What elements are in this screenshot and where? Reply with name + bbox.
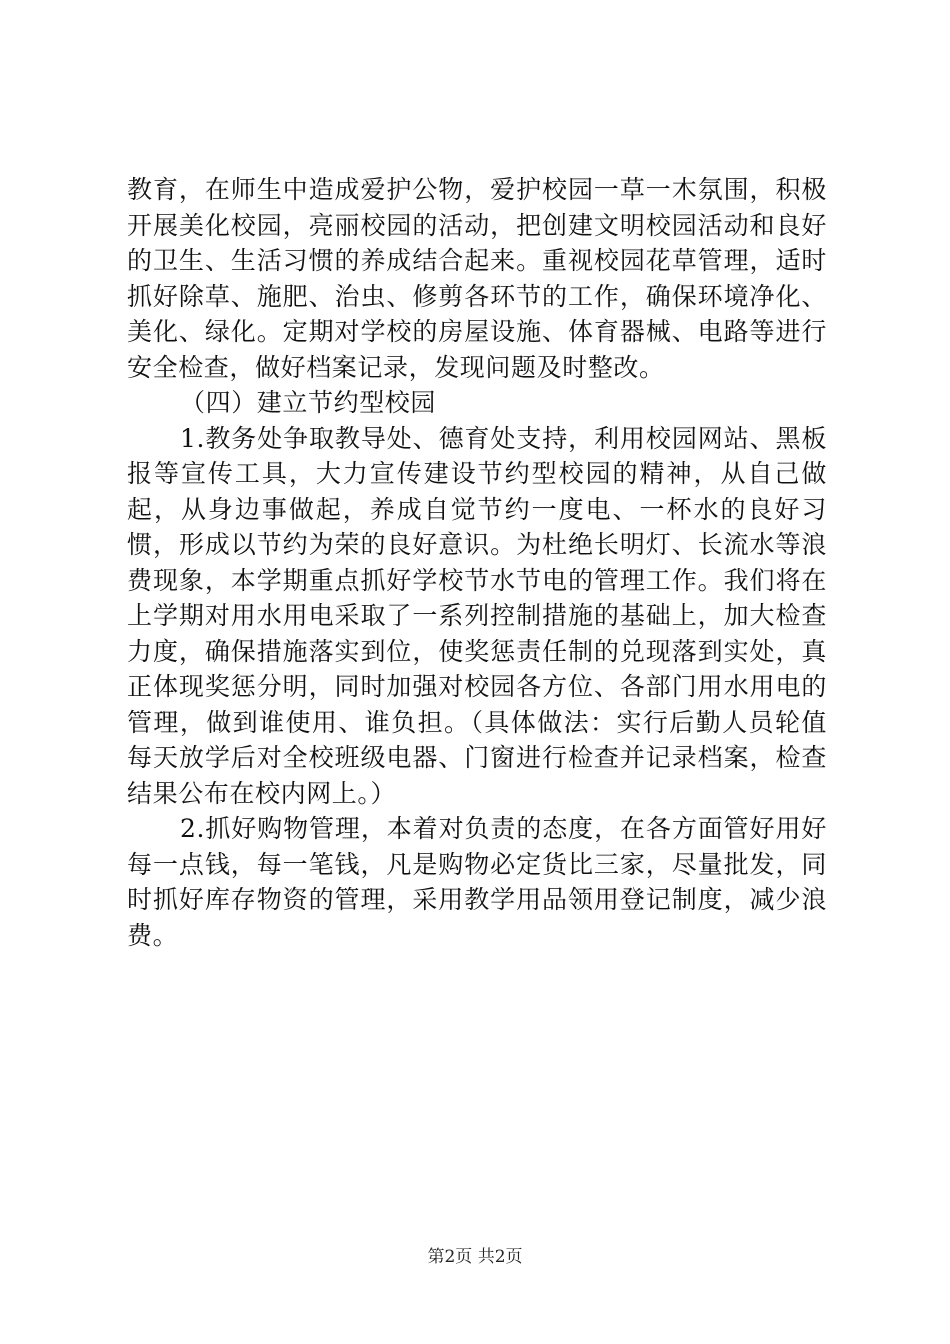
paragraph-continuation: 教育，在师生中造成爱护公物，爱护校园一草一木氛围，积极开展美化校园，亮丽校园的活动，把创建文明校园活动和良好的卫生、生活习惯的养成结合起来。重视校园花草管理，适时抓好除草、施肥、治虫、修剪各环节的工作，确保环境净化、美化、绿化。定期对学校的房屋设施、体育器械、电路等进行安全检查，做好档案记录，发现问题及时整改。: [127, 175, 827, 382]
page-number-footer: 第2页 共2页: [427, 1247, 523, 1267]
document-body: [127, 172, 827, 953]
list-item-1: 1.教务处争取教导处、德育处支持，利用校园网站、黑板报等宣传工具，大力宣传建设节约型校园的精神，从自己做起，从身边事做起，养成自觉节约一度电、一杯水的良好习惯，形成以节约为荣的良好意识。为杜绝长明灯、长流水等浪费现象，本学期重点抓好学校节水节电的管理工作。我们将在上学期对用水用电采取了一系列控制措施的基础上，加大检查力度，确保措施落实到位，使奖惩责任制的兑现落到实处，真正体现奖惩分明，同时加强对校园各方位、各部门用水用电的管理，做到谁使用、谁负担。（具体做法：实行后勤人员轮值每天放学后对全校班级电器、门窗进行检查并记录档案，检查结果公布在校内网上。）: [127, 423, 827, 808]
section-heading: （四）建立节约型校园: [180, 388, 437, 417]
list-item-2: 2.抓好购物管理，本着对负责的态度，在各方面管好用好每一点钱，每一笔钱，凡是购物必定货比三家，尽量批发，同时抓好库存物资的管理，采用教学用品领用登记制度，减少浪费。: [127, 814, 827, 950]
